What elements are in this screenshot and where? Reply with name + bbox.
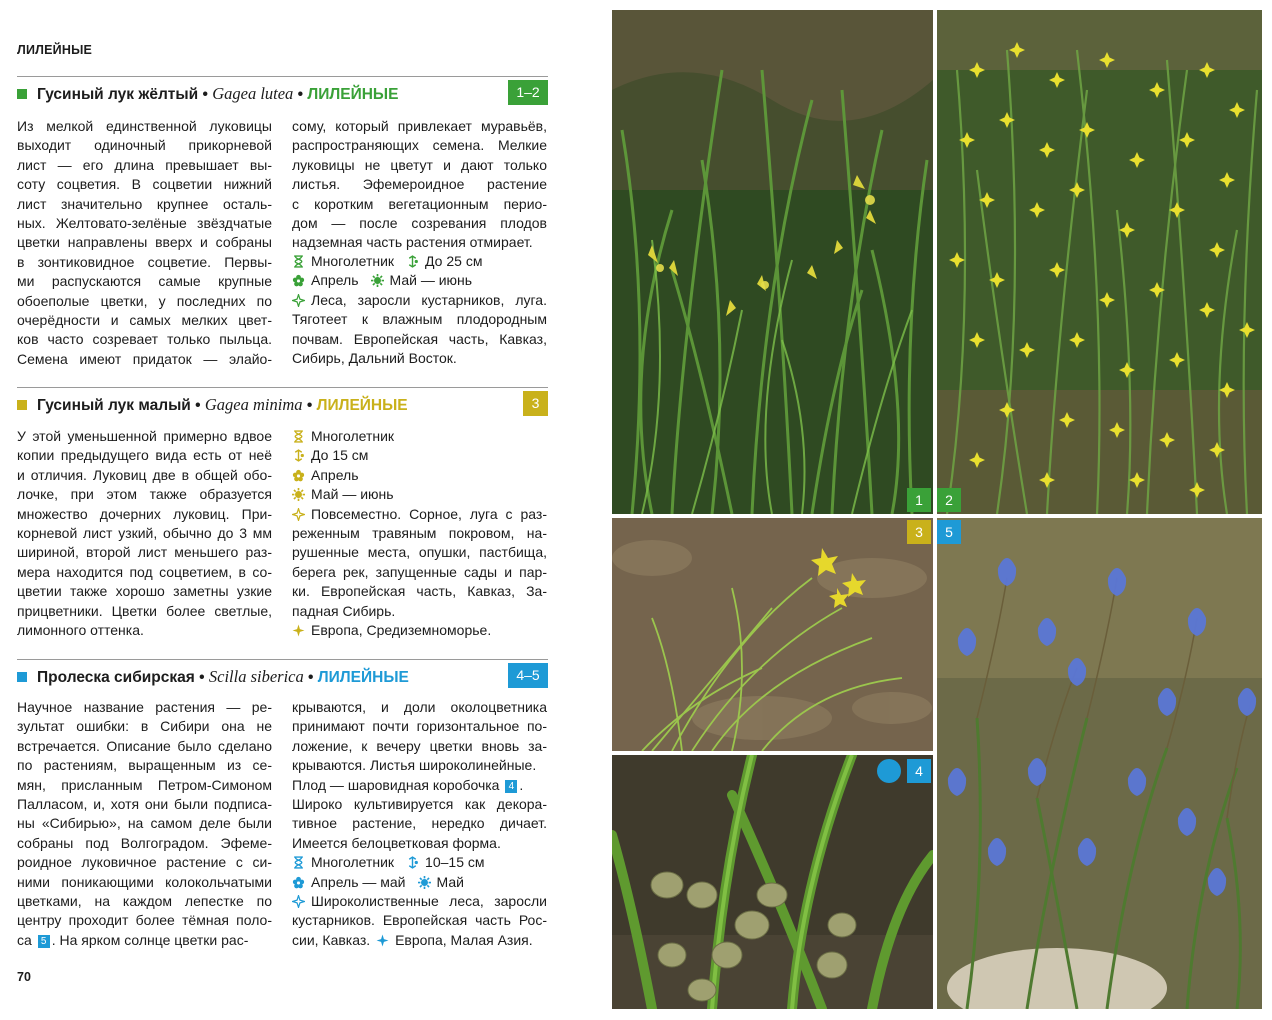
text-line: лист — его длина превышает вы- [17, 156, 272, 173]
photo-tag: 2 [937, 488, 961, 512]
text-line: ними поникающими колокольчатыми [17, 873, 272, 890]
text-line: и отличия. Луковиц две в общей обо- [17, 466, 272, 483]
text-line: Семена имеют придаток — элайо- [17, 350, 272, 367]
text-line: цветии также хорошо заметны узкие [17, 583, 272, 600]
text-line: роидное луковичное растение с си- [17, 854, 272, 871]
photo-gagea-lutea-1 [612, 10, 933, 514]
species-name: Пролеска сибирская [37, 669, 195, 686]
text-line: ми распускаются самые крупные [17, 273, 272, 290]
text-line: сому, который привлекает муравьёв, [292, 118, 547, 134]
family-name: ЛИЛЕЙНЫЕ [307, 86, 399, 103]
text-line: распространяющих семена. Мелкие [292, 137, 547, 154]
photo-badge: 3 [523, 391, 548, 416]
habitat-line: берега рек, запущенные сады и пар- [292, 563, 547, 580]
flower-icon [292, 274, 305, 287]
habitat-line: Сибирь, Дальний Восток. [292, 349, 457, 366]
hourglass-icon [292, 856, 305, 869]
habitat-line: кустарников. Европейская часть Рос- [292, 912, 547, 929]
photo-badge: 1–2 [508, 80, 548, 105]
latin-name: Gagea minima [204, 395, 303, 414]
text-line: очерёдности и самых мелких цвет- [17, 311, 272, 328]
description-col-2: крываются, и доли околоцветника принимают почти горизонтальное по- ложение, к вечеру цветки вновь за- крываются. Листья широколинейные. Плод — шаровидная коробочка 4 . Широко культивируется как декора- тивное растение, нередко дичает. Имеется белоцветковая форма. Многолетник 10–15 см Апрель — май Май Широколиственные леса, заросли кустарников. Европейская часть Рос- сии, Кавказ. Европа, Малая Азия. [292, 699, 547, 948]
species-name: Гусиный лук жёлтый [37, 86, 199, 103]
text-line: Широко культивируется как декора- [292, 795, 547, 812]
page-number: 70 [17, 970, 31, 984]
photo-scilla-pods [612, 755, 933, 1009]
text-line: ков часто созревает только пыльца. [17, 331, 272, 348]
text-line: выходит одиночный прикорневой [17, 137, 272, 154]
text-line: с коротким вегетационным перио- [292, 195, 547, 212]
facts-gagea-minima: Многолетник До 15 см Апрель Май — июнь Повсеместно. Сорное, луга с раз- реженным травяным покровом, на- рушенные места, опушки, пастбища, берега рек, запущенные сады и пар- ки. Европейская часть, Кавказ, За- падная Сибирь. Европа, Средиземноморье. [292, 428, 547, 638]
text-line: множество дочерних луковиц. При- [17, 505, 272, 522]
text-line: копии предыдущего вида есть от неё [17, 447, 272, 464]
text-line: У этой уменьшенной примерно вдвое [17, 428, 272, 444]
text-line: листья. Эфемероидное растение [292, 176, 547, 193]
text-line: лимонного оттенка. [17, 621, 144, 638]
yellow-square-icon [17, 400, 27, 410]
photo-tag: 1 [907, 488, 931, 512]
family-name: ЛИЛЕЙНЫЕ [317, 669, 409, 686]
text-line: шириной, второй лист меньшего раз- [17, 544, 272, 561]
species-title: Гусиный лук малый • Gagea minima • ЛИЛЕЙНЫЕ [37, 395, 408, 414]
sun-icon [371, 274, 384, 287]
star-icon [376, 934, 389, 947]
photo-tag: 3 [907, 520, 931, 544]
height-icon [406, 856, 419, 869]
flower-marker-icon [877, 759, 901, 783]
text-line: обоеполые цветки, у последних по [17, 292, 272, 309]
text-line: центру проходит более тёмная поло- [17, 912, 272, 929]
height-icon [406, 255, 419, 268]
text-line: Научное название растения — ре- [17, 699, 272, 715]
species-header-scilla-siberica [17, 659, 548, 690]
text-line: надземная часть растения отмирает. [292, 234, 533, 251]
text-line: встречается. Описание было сделано [17, 737, 272, 754]
text-line: ложение, к вечеру цветки вновь за- [292, 737, 547, 754]
text-line: цветками, на каждом лепестке по [17, 892, 272, 909]
fact-line: Апрель Май — июнь [292, 271, 547, 290]
latin-name: Scilla siberica [208, 667, 304, 686]
sparkle-icon [292, 895, 305, 908]
text-line: в зонтиковидное соцветие. Первы- [17, 253, 272, 270]
photo-scilla-flowers [937, 518, 1262, 1009]
text-line: Имеется белоцветковая форма. [292, 834, 501, 851]
sparkle-icon [292, 294, 305, 307]
flower-icon [292, 876, 305, 889]
photo-badge: 4–5 [508, 663, 548, 688]
photo-tag: 4 [907, 759, 931, 783]
sun-icon [418, 876, 431, 889]
description-col-1 [17, 427, 272, 640]
text-line: корневой лист узкий, обычно до 3 мм [17, 524, 272, 541]
habitat-line: почвам. Европейская часть, Кавказ, [292, 330, 547, 347]
blue-square-icon [17, 672, 27, 682]
text-line: Из мелкой единственной луковицы [17, 118, 272, 134]
habitat-line: Широколиственные леса, заросли [292, 892, 547, 911]
text-line: мян, присланным Петром-Симоном [17, 776, 272, 793]
habitat-line: реженным травяным покровом, на- [292, 524, 547, 541]
description-col-1: Научное название растения — ре- зультат ошибки: в Сибири она не встречается. Описание было сделано по растениям, выращенным из се- мян, присланным Петром-Симоном Палласом, и, хотя они были подписа- ны «Сибирью», на самом деле были собраны под Волгоградом. Эфеме- роидное луковичное растение с си- ними поникающими колокольчатыми цветками, на каждом лепестке по центру проходит более тёмная поло- са 5 . На ярком солнце цветки рас- [17, 699, 272, 948]
text-line: по растениям, выращенным из се- [17, 757, 272, 774]
species-title: Пролеска сибирская • Scilla siberica • ЛИЛЕЙНЫЕ [37, 667, 409, 686]
text-line: принимают почти горизонтальное по- [292, 718, 547, 735]
text-line: соту соцветия. В соцветии нижний [17, 176, 272, 193]
habitat-line: Леса, заросли кустарников, луга. [292, 291, 547, 310]
text-line: собраны под Волгоградом. Эфеме- [17, 834, 272, 851]
photo-tag: 5 [937, 520, 961, 544]
sun-icon [292, 488, 305, 501]
fact-line: Многолетник До 25 см [292, 252, 547, 271]
species-name: Гусиный лук малый [37, 397, 191, 414]
text-line: тивное растение, нередко дичает. [292, 815, 547, 832]
species-header-gagea-minima [17, 387, 548, 418]
text-line: мера находится под соцветием, в со- [17, 563, 272, 580]
text-line: дом — после созревания плодов [292, 214, 547, 231]
species-title: Гусиный лук жёлтый • Gagea lutea • ЛИЛЕЙНЫЕ [37, 84, 399, 103]
photo-ref-4: 4 [505, 780, 517, 793]
text-line: Палласом, и, хотя они были подписа- [17, 795, 272, 812]
text-line: крываются. Листья широколинейные. [292, 757, 537, 774]
description-col-1 [17, 117, 272, 369]
photo-gagea-minima [612, 518, 933, 751]
text-line: прицветники. Цветки более светлые, [17, 602, 272, 619]
photo-ref-5: 5 [38, 935, 50, 948]
facts-gagea-lutea [292, 252, 547, 368]
habitat-line: падная Сибирь. [292, 602, 396, 619]
habitat-line: ки. Европейская часть, Кавказ, За- [292, 583, 547, 600]
habitat-line: Тяготеет к влажным плодородным [292, 311, 547, 328]
text-line: ны «Сибирью», на самом деле были [17, 815, 272, 832]
description-col-2 [292, 117, 547, 253]
sparkle-icon [292, 508, 305, 521]
latin-name: Gagea lutea [212, 84, 294, 103]
text-line: луковицы не цветут и дают только [292, 156, 547, 173]
family-name: ЛИЛЕЙНЫЕ [316, 397, 408, 414]
text-line: цветки направлены вверх и собраны [17, 234, 272, 251]
habitat-line: рушенные места, опушки, пастбища, [292, 544, 547, 561]
species-header-gagea-lutea [17, 76, 548, 107]
text-line: лист значительно крупнее осталь- [17, 195, 272, 212]
star-icon [292, 624, 305, 637]
flower-icon [292, 469, 305, 482]
text-line: лочке, при этом также образуется [17, 486, 272, 503]
hourglass-icon [292, 430, 305, 443]
text-line: крываются, и доли околоцветника [292, 699, 547, 715]
family-label: ЛИЛЕЙНЫЕ [17, 43, 93, 57]
text-line: ных. Желтовато-зелёные звёздчатые [17, 214, 272, 231]
habitat-line: Повсеместно. Сорное, луга с раз- [292, 505, 547, 524]
text-line: зультат ошибки: в Сибири она не [17, 718, 272, 735]
hourglass-icon [292, 255, 305, 268]
height-icon [292, 449, 305, 462]
photo-gagea-lutea-2 [937, 10, 1262, 514]
green-square-icon [17, 89, 27, 99]
